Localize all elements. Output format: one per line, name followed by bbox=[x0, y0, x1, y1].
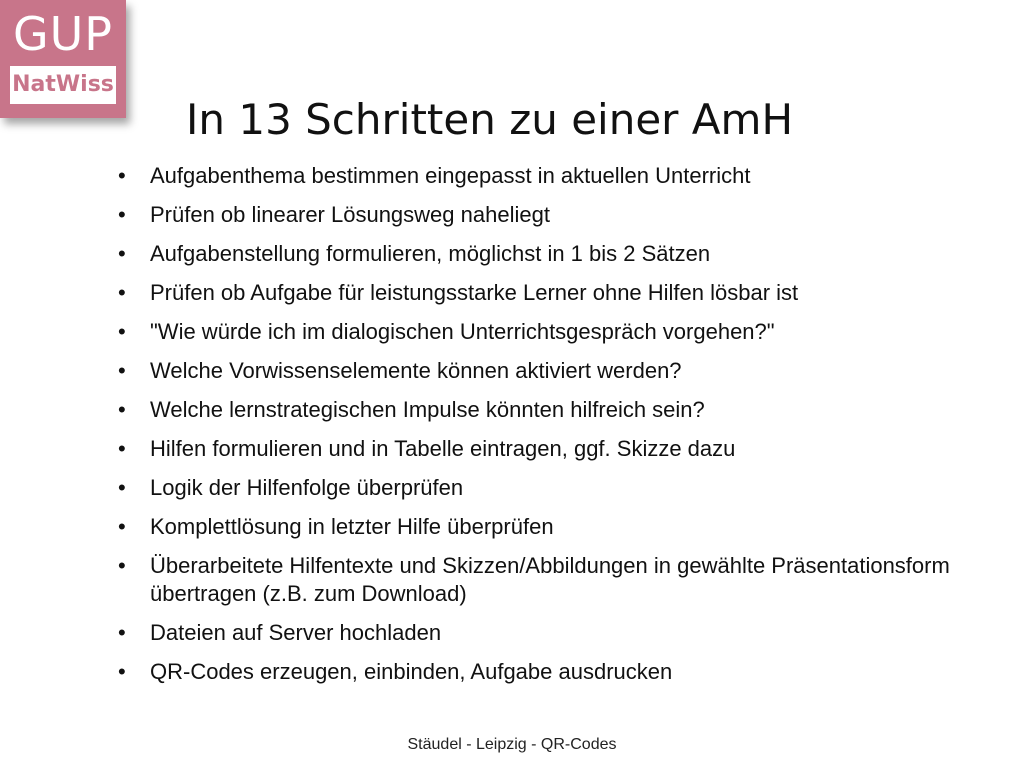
list-item bbox=[118, 279, 978, 307]
list-item-text: Hilfen formulieren und in Tabelle eintragen, ggf. Skizze dazu bbox=[150, 436, 736, 461]
list-item bbox=[118, 201, 978, 229]
list-item-text: Prüfen ob Aufgabe für leistungsstarke Lerner ohne Hilfen lösbar ist bbox=[150, 280, 799, 305]
slide-footer: Stäudel - Leipzig - QR-Codes bbox=[407, 736, 617, 753]
bullet-icon: • bbox=[118, 202, 126, 227]
logo-natwiss-text: NatWiss bbox=[10, 66, 116, 104]
list-item-text: Aufgabenthema bestimmen eingepasst in aktuellen Unterricht bbox=[150, 163, 751, 188]
gup-natwiss-logo bbox=[0, 0, 126, 118]
list-item-text: Welche Vorwissenselemente können aktiviert werden? bbox=[150, 358, 682, 383]
bullet-icon: • bbox=[118, 620, 126, 645]
list-item bbox=[118, 396, 978, 424]
list-item-text: Aufgabenstellung formulieren, möglichst in 1 bis 2 Sätzen bbox=[150, 241, 711, 266]
list-item-text: Prüfen ob linearer Lösungsweg naheliegt bbox=[150, 202, 550, 227]
bullet-icon: • bbox=[118, 659, 126, 684]
step-list bbox=[118, 162, 978, 697]
list-item-text: Komplettlösung in letzter Hilfe überprüfen bbox=[150, 514, 554, 539]
bullet-icon: • bbox=[118, 280, 126, 305]
list-item-text: QR-Codes erzeugen, einbinden, Aufgabe ausdrucken bbox=[150, 659, 673, 684]
bullet-icon: • bbox=[118, 163, 126, 188]
bullet-icon: • bbox=[118, 241, 126, 266]
list-item bbox=[118, 240, 978, 268]
list-item-text: Überarbeitete Hilfentexte und Skizzen/Abbildungen in gewählte Präsentationsform übertragen (z.B. zum Download) bbox=[150, 553, 950, 606]
list-item-text: "Wie würde ich im dialogischen Unterrichtsgespräch vorgehen?" bbox=[150, 319, 775, 344]
bullet-icon: • bbox=[118, 514, 126, 539]
list-item bbox=[118, 474, 978, 502]
bullet-icon: • bbox=[118, 436, 126, 461]
list-item-text: Logik der Hilfenfolge überprüfen bbox=[150, 475, 464, 500]
bullet-icon: • bbox=[118, 553, 126, 578]
bullet-icon: • bbox=[118, 319, 126, 344]
list-item bbox=[118, 552, 978, 608]
list-item bbox=[118, 318, 978, 346]
list-item-text: Welche lernstrategischen Impulse könnten hilfreich sein? bbox=[150, 397, 705, 422]
list-item bbox=[118, 162, 978, 190]
list-item bbox=[118, 435, 978, 463]
list-item bbox=[118, 658, 978, 686]
slide-title: In 13 Schritten zu einer AmH bbox=[186, 95, 794, 144]
logo-gup-text: GUP bbox=[12, 7, 114, 61]
bullet-icon: • bbox=[118, 358, 126, 383]
list-item bbox=[118, 513, 978, 541]
list-item bbox=[118, 357, 978, 385]
bullet-icon: • bbox=[118, 475, 126, 500]
list-item bbox=[118, 619, 978, 647]
bullet-icon: • bbox=[118, 397, 126, 422]
list-item-text: Dateien auf Server hochladen bbox=[150, 620, 442, 645]
